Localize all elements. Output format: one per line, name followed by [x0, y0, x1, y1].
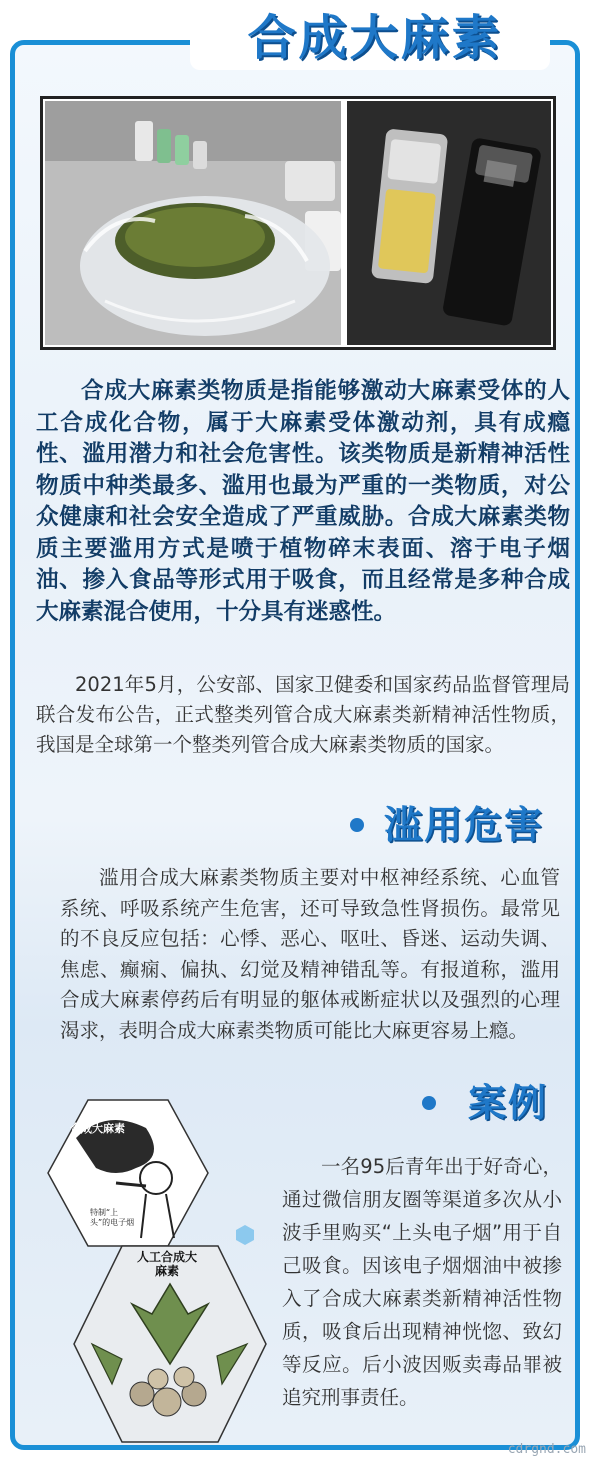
notice-paragraph: 2021年5月，公安部、国家卫健委和国家药品监督管理局联合发布公告，正式整类列管合成大麻素类新精神活性物质，我国是全球第一个整类列管合成大麻素类物质的国家。 — [36, 673, 570, 756]
cartridge-illustration — [347, 101, 551, 345]
cartoon-top-label: 合成大麻素 — [70, 1122, 125, 1135]
intro-paragraph: 合成大麻素类物质是指能够激动大麻素受体的人工合成化合物，属于大麻素受体激动剂，具有成瘾性、滥用潜力和社会危害性。该类物质是新精神活性物质中种类最多、滥用也最为严重的一类物质，对公众健康和社会安全造成了严重威胁。合成大麻素类物质主要滥用方式是喷于植物碎末表面、溶于电子烟油、掺入食品等形式用于吸食，而且经常是多种合成大麻素混合使用，十分具有迷惑性。 — [36, 378, 570, 625]
cartoon-bottom-label: 人工合成大麻素 — [136, 1250, 197, 1278]
harm-heading: 滥用危害 — [384, 803, 545, 847]
case-paragraph: 一名95后青年出于好奇心，通过微信朋友圈等渠道多次从小波手里购买“上头电子烟”用于自己吸食。因该电子烟烟油中被掺入了合成大麻素类新精神活性物质，吸食后出现精神恍惚、致幻等反应。后小波因贩卖毒品罪被追究刑事责任。 — [282, 1155, 562, 1409]
plant-bag-illustration — [45, 101, 341, 345]
bullet-dot-icon — [350, 818, 364, 832]
e-cigarette-cartridge-photo — [347, 101, 551, 345]
harm-paragraph: 滥用合成大麻素类物质主要对中枢神经系统、心血管系统、呼吸系统产生危害，还可导致急性肾损伤。最常见的不良反应包括：心悸、恶心、呕吐、昏迷、运动失调、焦虑、癫痫、偏执、幻觉及精神错乱等。有报道称，滥用合成大麻素停药后有明显的躯体戒断症状以及强烈的心理渴求，表明合成大麻素类物质可能比大麻更容易上瘾。 — [60, 866, 560, 1042]
seized-plant-material-photo — [45, 101, 341, 345]
watermark: cdrgnd.com — [507, 1442, 586, 1457]
case-cartoon-top — [46, 1098, 210, 1248]
page-title: 合成大麻素 — [247, 10, 503, 66]
cartoon-top-caption: 特制“上头”的电子烟 — [90, 1208, 135, 1227]
hexagon-icon — [234, 1224, 256, 1246]
case-heading: 案例 — [468, 1081, 549, 1125]
bullet-dot-icon — [422, 1096, 436, 1110]
case-cartoon-bottom — [72, 1244, 268, 1444]
